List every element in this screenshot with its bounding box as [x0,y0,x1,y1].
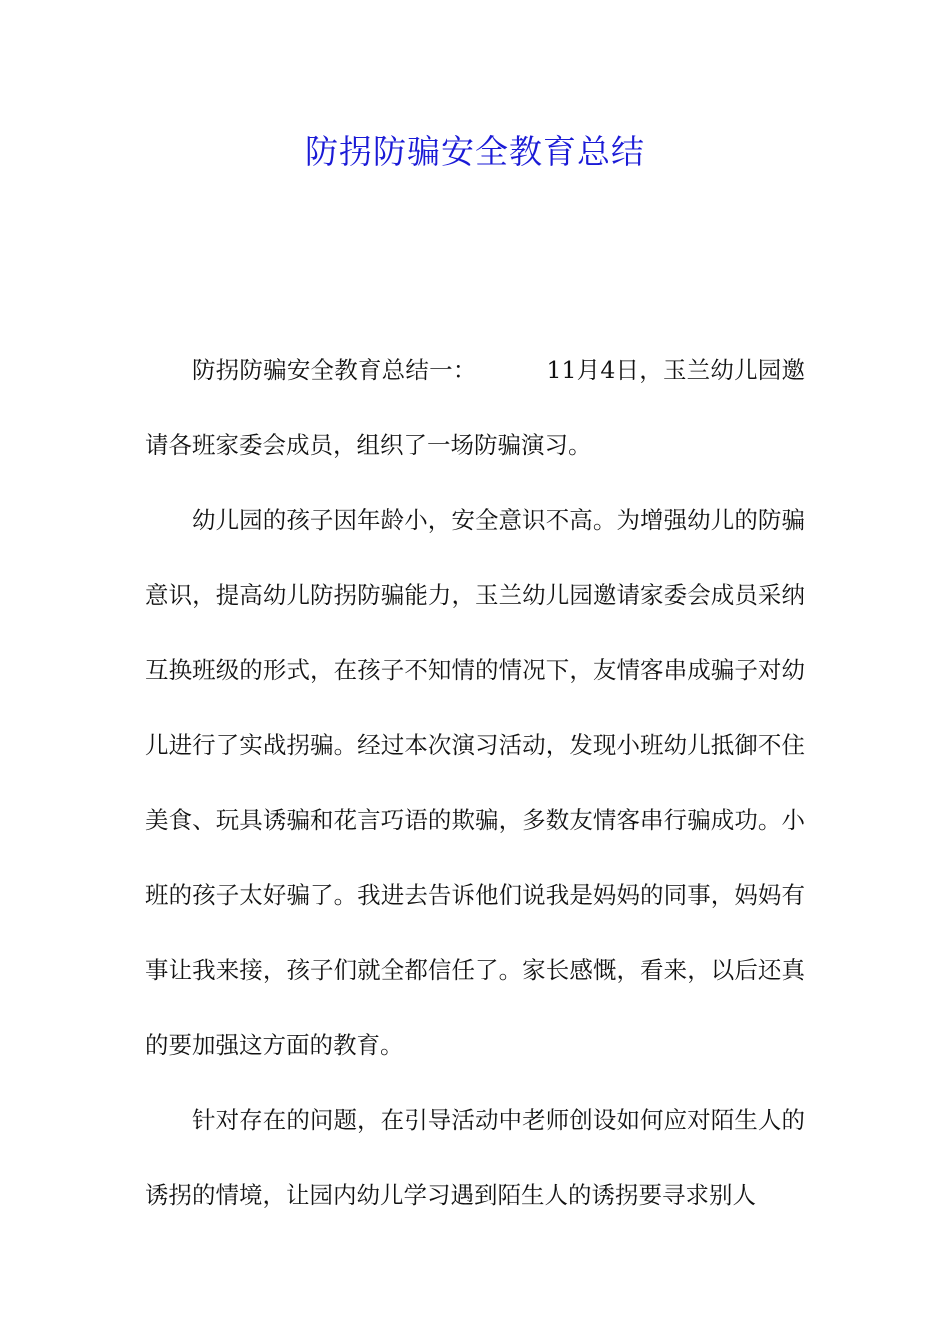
document-body [145,333,805,1233]
paragraph-text: 11月4日，玉兰幼儿园邀请各班家委会成员，组织了一场防骗演习。 [145,356,805,459]
paragraph-1 [145,333,805,483]
document-title: 防拐防骗安全教育总结 [305,132,645,171]
paragraph-2: 幼儿园的孩子因年龄小，安全意识不高。为增强幼儿的防骗意识，提高幼儿防拐防骗能力，玉兰幼儿园邀请家委会成员采纳互换班级的形式，在孩子不知情的情况下，友情客串成骗子对幼儿进行了实战拐骗。经过本次演习活动，发现小班幼儿抵御不住美食、玩具诱骗和花言巧语的欺骗，多数友情客串行骗成功。小班的孩子太好骗了。我进去告诉他们说我是妈妈的同事，妈妈有事让我来接，孩子们就全都信任了。家长感慨，看来，以后还真的要加强这方面的教育。 [145,506,805,1059]
paragraph-3: 针对存在的问题，在引导活动中老师创设如何应对陌生人的诱拐的情境，让园内幼儿学习遇到陌生人的诱拐要寻求别人 [145,1106,805,1209]
paragraph-lead: 防拐防骗安全教育总结一： [192,356,477,384]
